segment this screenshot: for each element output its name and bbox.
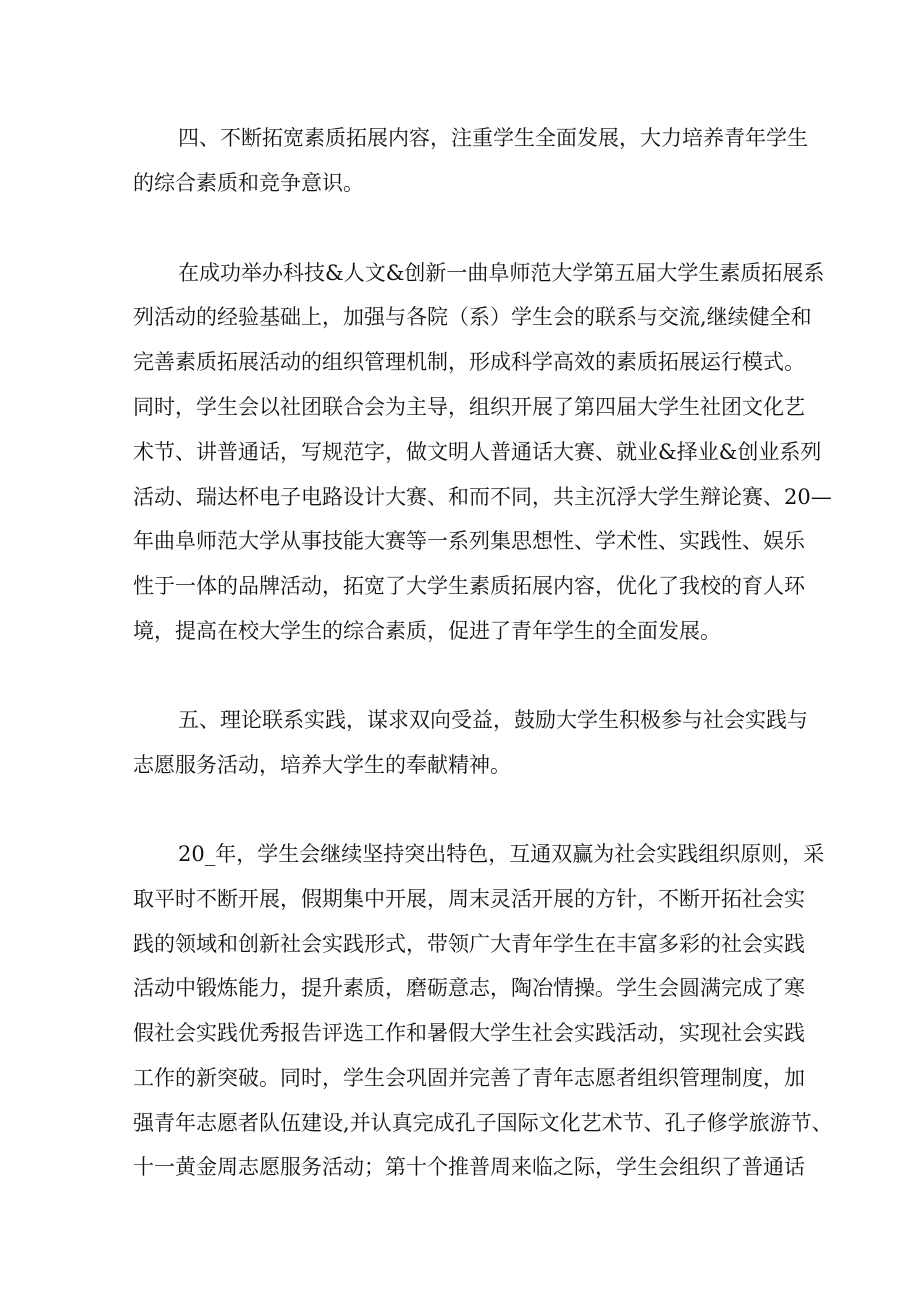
text-line: 性于一体的品牌活动，拓宽了大学生素质拓展内容，优化了我校的育人环	[133, 574, 805, 598]
text-line: 志愿服务活动，培养大学生的奉献精神。	[133, 753, 511, 777]
text-line: 在成功举办科技&人文&创新一曲阜师范大学第五届大学生素质拓展系	[178, 261, 825, 285]
text-line: 的综合素质和竞争意识。	[133, 171, 364, 195]
text-line: 同时，学生会以社团联合会为主导，组织开展了第四届大学生社团文化艺	[133, 395, 805, 419]
text-line: 强青年志愿者队伍建设,并认真完成孔子国际文化艺术节、孔子修学旅游节、	[133, 1111, 833, 1135]
text-line: 假社会实践优秀报告评选工作和暑假大学生社会实践活动，实现社会实践	[133, 1021, 805, 1045]
text-line: 十一黄金周志愿服务活动；第十个推普周来临之际，学生会组织了普通话	[133, 1155, 805, 1179]
text-line: 取平时不断开展，假期集中开展，周末灵活开展的方针，不断开拓社会实	[133, 887, 805, 911]
text-line: 四、不断拓宽素质拓展内容，注重学生全面发展，大力培养青年学生	[178, 126, 808, 150]
text-line: 完善素质拓展活动的组织管理机制，形成科学高效的素质拓展运行模式。	[133, 350, 805, 374]
text-line: 工作的新突破。同时，学生会巩固并完善了青年志愿者组织管理制度，加	[133, 1066, 805, 1090]
text-line: 活动中锻炼能力，提升素质，磨砺意志，陶冶情操。学生会圆满完成了寒	[133, 976, 805, 1000]
text-line: 术节、讲普通话，写规范字，做文明人普通话大赛、就业&择业&创业系列	[133, 440, 822, 464]
text-line: 践的领域和创新社会实践形式，带领广大青年学生在丰富多彩的社会实践	[133, 932, 805, 956]
text-line: 活动、瑞达杯电子电路设计大赛、和而不同，共主沉浮大学生辩论赛、20—	[133, 485, 832, 509]
text-line: 列活动的经验基础上，加强与各院（系）学生会的联系与交流,继续健全和	[133, 305, 812, 329]
text-line: 境，提高在校大学生的综合素质，促进了青年学生的全面发展。	[133, 619, 721, 643]
text-line: 20_年，学生会继续坚持突出特色，互通双赢为社会实践组织原则，采	[178, 842, 825, 866]
text-line: 五、理论联系实践，谋求双向受益，鼓励大学生积极参与社会实践与	[178, 708, 808, 732]
text-line: 年曲阜师范大学从事技能大赛等一系列集思想性、学术性、实践性、娱乐	[133, 529, 805, 553]
